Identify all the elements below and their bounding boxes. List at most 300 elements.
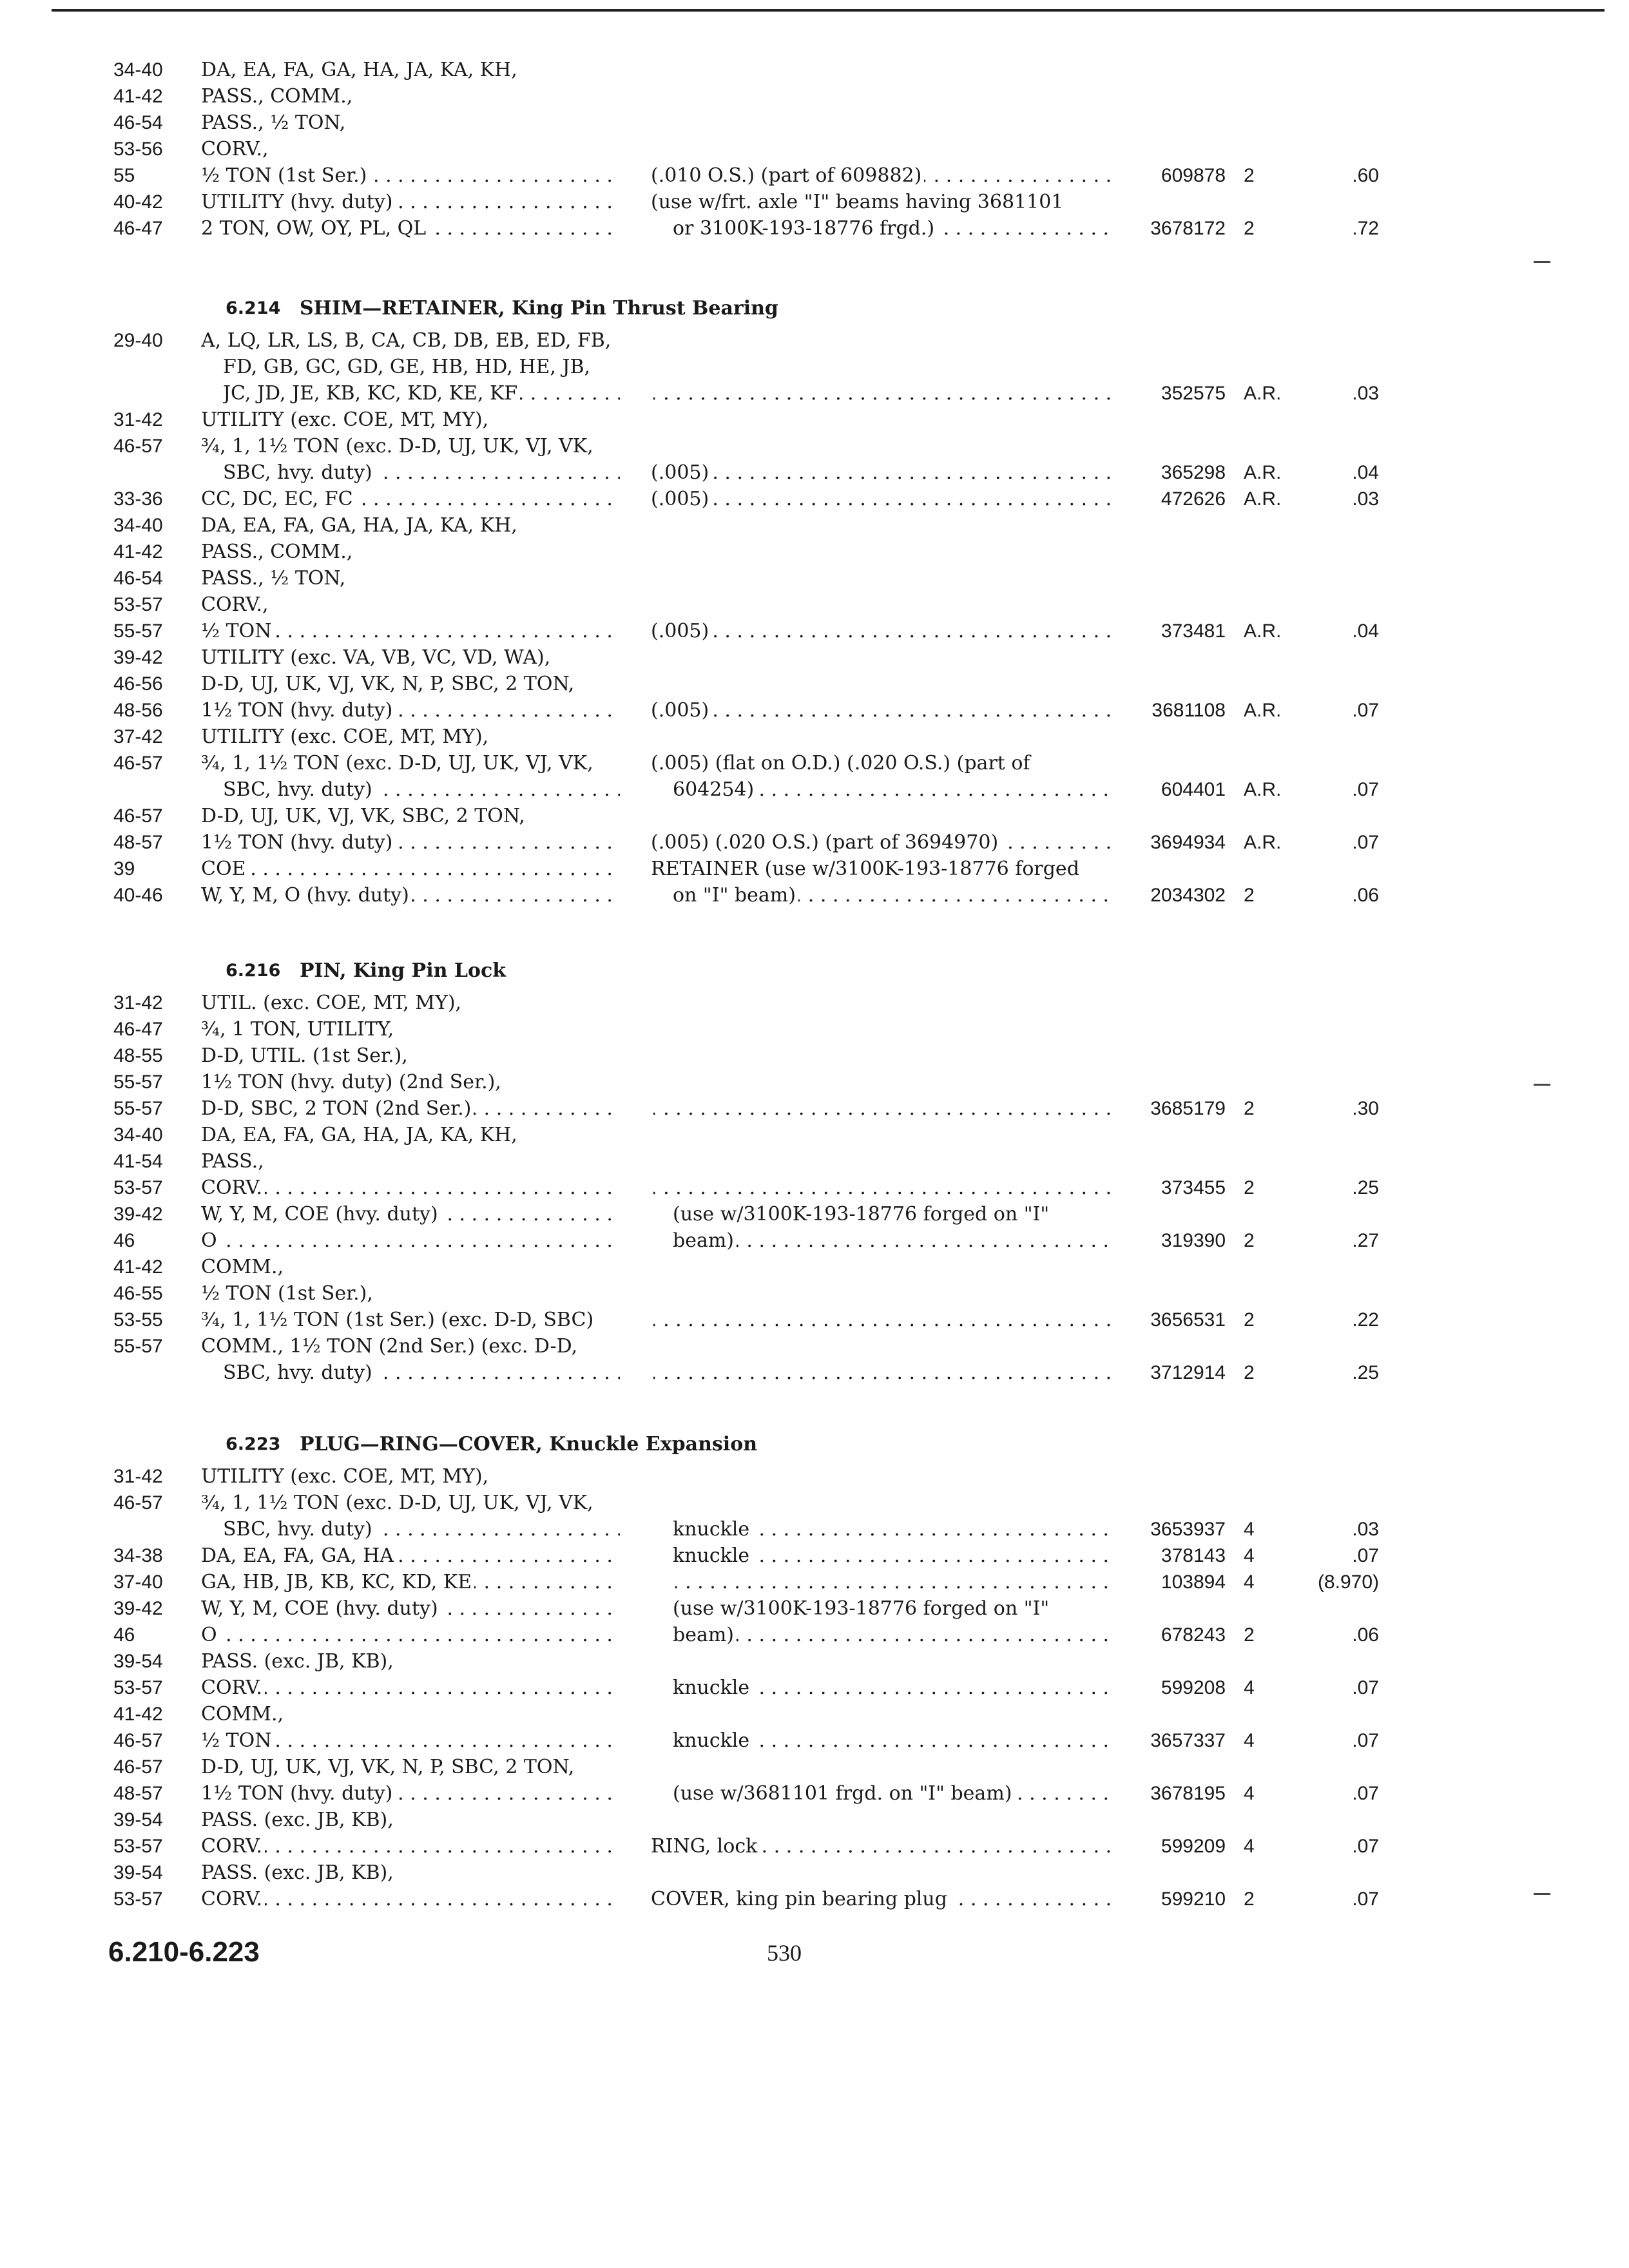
part-remarks [651,1095,1115,1122]
section-title: SHIM—RETAINER, King Pin Thrust Bearing [300,297,778,320]
price: .07 [1352,1783,1379,1804]
model-description [201,162,620,189]
part-remarks [651,1807,1115,1833]
part-row [0,1701,1629,1727]
part-row [0,750,1629,776]
part-remarks-text [651,1124,653,1146]
quantity: 2 [1244,1309,1255,1331]
part-remarks [651,1833,1115,1860]
model-years: 39-54 [113,1862,163,1883]
model-description [201,803,620,829]
part-remarks [651,162,1115,189]
part-row [0,110,1629,136]
part-remarks-text [651,1756,653,1778]
quantity: A.R. [1244,620,1282,642]
model-years: 55 [113,165,135,186]
model-description-text: D-D, SBC, 2 TON (2nd Ser.) [201,1097,474,1120]
section-6-214 [0,290,1629,908]
part-row [0,776,1629,803]
part-remarks-text [651,805,653,827]
part-remarks [673,1542,1115,1569]
model-description [201,433,620,459]
part-row [0,1148,1629,1175]
model-description [201,697,620,724]
part-remarks [651,459,1115,486]
model-description-text: CORV. [201,1888,265,1910]
model-description [201,1307,620,1333]
model-description-text: W, Y, M, O (hvy. duty) [201,884,412,907]
part-number: 604401 [1161,779,1226,800]
quantity: A.R. [1244,383,1282,404]
part-row [0,697,1629,724]
part-row [0,591,1629,618]
part-number: 373481 [1161,620,1226,642]
model-description [201,1175,620,1201]
model-description [223,354,620,380]
quantity: 2 [1244,1362,1255,1383]
model-years: 39-54 [113,1651,163,1672]
part-row [0,644,1629,671]
model-description-text: D-D, UJ, UK, VJ, VK, N, P, SBC, 2 TON, [201,673,577,695]
model-description [201,136,620,162]
part-remarks-text: RING, lock [651,1835,760,1858]
part-row [0,565,1629,591]
model-description-text: GA, HB, JB, KB, KC, KD, KE [201,1571,474,1593]
part-remarks-text [651,992,653,1014]
part-remarks [651,110,1115,136]
part-remarks [651,486,1115,512]
part-remarks [651,856,1115,882]
quantity: 4 [1244,1730,1255,1751]
price: .07 [1352,1836,1379,1857]
part-row [0,1516,1629,1542]
section-heading [0,290,1629,327]
quantity: A.R. [1244,832,1282,853]
quantity: 4 [1244,1545,1255,1566]
part-remarks-text [651,138,653,160]
part-remarks [651,1280,1115,1307]
model-years: 41-42 [113,1256,163,1278]
part-number: 3656531 [1150,1309,1226,1331]
part-remarks-text [651,1861,653,1884]
part-remarks [673,1780,1115,1807]
part-remarks-text: on "I" beam) [673,884,798,907]
top-rule [52,9,1605,12]
part-row [0,724,1629,750]
model-years: 53-57 [113,1836,163,1857]
model-description-text: 1½ TON (hvy. duty) [201,831,395,854]
model-description [201,1280,620,1307]
part-remarks-text: (.005) [651,699,711,722]
part-remarks-text: COVER, king pin bearing plug [651,1888,950,1910]
model-description-text: 1½ TON (hvy. duty) [201,699,395,722]
margin-mark [1534,1084,1550,1086]
model-years: 46 [113,1230,135,1251]
quantity: 2 [1244,885,1255,906]
part-remarks-text [651,356,653,378]
price: .25 [1352,1177,1379,1198]
model-years: 48-55 [113,1045,163,1066]
model-description [201,215,620,242]
price: .07 [1352,779,1379,800]
model-description-text: ½ TON [201,1729,274,1752]
model-description [223,1360,620,1386]
section-heading [0,1426,1629,1463]
model-years: 39-42 [113,647,163,668]
model-description-text: PASS., COMM., [201,85,355,108]
part-remarks-text: (use w/3100K-193-18776 forged on "I" [673,1203,1052,1225]
model-description [201,1622,620,1648]
model-description-text: PASS. (exc. JB, KB), [201,1650,396,1673]
part-row [0,1648,1629,1675]
part-row [0,882,1629,908]
model-description-text: UTIL. (exc. COE, MT, MY), [201,992,464,1014]
model-description-text: SBC, hvy. duty) [223,461,375,484]
model-description [201,1727,620,1754]
part-remarks-text [651,1809,653,1831]
model-description [201,1227,620,1254]
model-years: 46-57 [113,1492,163,1514]
price: .72 [1352,218,1379,239]
model-description-text: DA, EA, FA, GA, HA [201,1544,396,1567]
model-description [201,1860,620,1886]
model-description [201,1675,620,1701]
model-years: 39-54 [113,1809,163,1831]
model-years: 55-57 [113,1072,163,1093]
part-number: 599209 [1161,1836,1226,1857]
model-description-text: PASS., ½ TON, [201,111,348,134]
part-remarks [651,803,1115,829]
part-remarks [651,136,1115,162]
model-years: 55-57 [113,620,163,642]
part-remarks [651,644,1115,671]
part-number: 365298 [1161,462,1226,483]
model-description [201,486,620,512]
price: .07 [1352,1677,1379,1698]
model-description [201,83,620,110]
part-remarks [651,57,1115,83]
part-number: 472626 [1161,488,1226,510]
model-years: 48-57 [113,832,163,853]
part-row [0,1280,1629,1307]
part-remarks-text [651,1177,653,1199]
model-description-text: COMM., 1½ TON (2nd Ser.) (exc. D-D, [201,1335,580,1358]
margin-mark [1534,1893,1550,1895]
model-description [201,1122,620,1148]
part-remarks-text [651,673,653,695]
model-description-text: O [201,1229,220,1252]
model-description-text: PASS., COMM., [201,541,355,563]
model-description-text: DA, EA, FA, GA, HA, JA, KA, KH, [201,1124,520,1146]
part-row [0,433,1629,459]
part-remarks-text [651,646,653,669]
part-remarks-text [651,593,653,616]
model-description [201,1569,620,1595]
model-description-text: PASS. (exc. JB, KB), [201,1861,396,1884]
part-remarks-text [651,1150,653,1173]
part-remarks-text: beam) [673,1229,737,1252]
model-description-text: CORV., [201,593,271,616]
model-description [201,618,620,644]
part-remarks [651,512,1115,539]
model-description-text: JC, JD, JE, KB, KC, KD, KE, KF [223,382,520,405]
model-description-text: ¾, 1, 1½ TON (exc. D-D, UJ, UK, VJ, VK, [201,752,596,774]
part-remarks-text: RETAINER (use w/3100K-193-18776 forged [651,858,1082,880]
part-row [0,1569,1629,1595]
model-description [201,1595,620,1622]
part-remarks [651,1360,1115,1386]
part-remarks [673,1595,1115,1622]
footer-page-number: 530 [767,1940,802,1966]
part-row [0,1727,1629,1754]
part-remarks-text: (.005) [651,620,711,642]
model-description-text: ½ TON [201,620,274,642]
model-description [201,565,620,591]
model-years: 39-42 [113,1598,163,1619]
price: .60 [1352,165,1379,186]
model-years: 34-40 [113,59,163,81]
part-remarks [651,1648,1115,1675]
part-row [0,671,1629,697]
part-row [0,1069,1629,1095]
model-description-text: UTILITY (exc. COE, MT, MY), [201,1465,491,1488]
model-description [201,1833,620,1860]
part-row [0,1360,1629,1386]
part-remarks [651,1175,1115,1201]
part-remarks [673,882,1115,908]
model-description-text: 2 TON, OW, OY, PL, QL [201,217,429,240]
model-description-text: PASS. (exc. JB, KB), [201,1809,396,1831]
model-description-text: COMM., [201,1256,286,1278]
margin-mark [1534,261,1550,263]
part-number: 3657337 [1150,1730,1226,1751]
model-years: 55-57 [113,1336,163,1357]
model-description [201,1463,620,1490]
section-6-216 [0,952,1629,1386]
model-description [201,1886,620,1912]
model-description [201,750,620,776]
part-remarks-text [651,1071,653,1093]
model-description [201,1807,620,1833]
price: .04 [1352,462,1379,483]
part-row [0,1595,1629,1622]
part-row [0,1860,1629,1886]
part-remarks-text [651,1097,653,1120]
part-row [0,459,1629,486]
model-years: 37-40 [113,1571,163,1593]
model-years: 46-47 [113,218,163,239]
model-description-text: W, Y, M, COE (hvy. duty) [201,1597,441,1620]
part-remarks-text [651,408,653,431]
model-years: 53-57 [113,1888,163,1910]
part-remarks [651,189,1115,215]
part-remarks [673,1675,1115,1701]
price: .07 [1352,1545,1379,1566]
model-description [201,882,620,908]
part-remarks [673,1569,1115,1595]
quantity: 2 [1244,218,1255,239]
section-continued [0,57,1629,242]
section-number: 6.223 [226,1434,281,1454]
model-description [201,1754,620,1780]
part-number: 599210 [1161,1888,1226,1910]
model-description-text: UTILITY (exc. VA, VB, VC, VD, WA), [201,646,553,669]
model-description [201,724,620,750]
part-remarks [651,591,1115,618]
model-description [201,1043,620,1069]
model-description-text: CC, DC, EC, FC [201,488,356,510]
part-remarks [651,750,1115,776]
part-remarks-text [651,567,653,590]
part-number: 3712914 [1150,1362,1226,1383]
quantity: 2 [1244,1177,1255,1198]
model-years: 46-57 [113,1756,163,1778]
part-remarks-text [651,541,653,563]
part-remarks-text [651,111,653,134]
model-description [201,990,620,1016]
model-description [201,1254,620,1280]
quantity: A.R. [1244,462,1282,483]
part-row [0,539,1629,565]
part-remarks-text [651,1335,653,1358]
part-row [0,162,1629,189]
model-description-text: CORV. [201,1177,265,1199]
quantity: 4 [1244,1836,1255,1857]
part-remarks-text: 604254) [673,778,757,801]
part-remarks-text [651,329,653,352]
model-years: 34-40 [113,515,163,536]
model-years: 41-42 [113,1704,163,1725]
price: .07 [1352,1730,1379,1751]
part-remarks [651,724,1115,750]
quantity: 4 [1244,1677,1255,1698]
model-years: 46-57 [113,805,163,827]
part-row [0,1016,1629,1043]
part-row [0,803,1629,829]
model-description [201,189,620,215]
model-description [201,1542,620,1569]
part-number: 2034302 [1150,885,1226,906]
part-row [0,1254,1629,1280]
part-row [0,1833,1629,1860]
model-description-text: A, LQ, LR, LS, B, CA, CB, DB, EB, ED, FB, [201,329,613,352]
model-description [201,1016,620,1043]
part-remarks [651,433,1115,459]
part-row [0,1307,1629,1333]
model-years: 31-42 [113,992,163,1014]
quantity: A.R. [1244,700,1282,721]
model-years: 31-42 [113,1466,163,1487]
model-years: 46-54 [113,568,163,589]
part-remarks-text: (.005) [651,488,711,510]
section-heading [0,952,1629,990]
quantity: 2 [1244,165,1255,186]
part-remarks [651,1254,1115,1280]
model-description [201,856,620,882]
model-description-text: SBC, hvy. duty) [223,1518,375,1541]
model-years: 55-57 [113,1098,163,1119]
part-number: 319390 [1161,1230,1226,1251]
model-years: 39 [113,858,135,879]
part-row [0,1675,1629,1701]
model-description [223,776,620,803]
part-remarks-text [651,1309,653,1331]
model-description [201,1148,620,1175]
quantity: 4 [1244,1519,1255,1540]
part-remarks [651,327,1115,354]
part-remarks [651,83,1115,110]
model-description-text: DA, EA, FA, GA, HA, JA, KA, KH, [201,59,520,81]
part-row [0,136,1629,162]
model-description [201,327,620,354]
price: (8.970) [1317,1571,1379,1593]
part-remarks [651,1122,1115,1148]
part-row [0,215,1629,242]
part-number: 599208 [1161,1677,1226,1698]
part-row [0,618,1629,644]
part-remarks [651,1333,1115,1360]
part-remarks-text: knuckle [673,1729,752,1752]
quantity: 2 [1244,1624,1255,1646]
part-remarks-text [651,382,653,405]
model-description-text: UTILITY (exc. COE, MT, MY), [201,408,491,431]
model-description-text: ¾, 1, 1½ TON (exc. D-D, UJ, UK, VJ, VK, [201,435,596,457]
part-row [0,1490,1629,1516]
model-years: 46-47 [113,1019,163,1040]
model-description-text: O [201,1624,220,1646]
section-number: 6.216 [226,961,281,981]
model-description [201,539,620,565]
part-remarks [651,1069,1115,1095]
model-description-text: D-D, UJ, UK, VJ, VK, SBC, 2 TON, [201,805,528,827]
model-years: 39-42 [113,1204,163,1225]
model-description-text: UTILITY (exc. COE, MT, MY), [201,726,491,748]
part-remarks [651,671,1115,697]
part-row [0,486,1629,512]
model-description-text: CORV. [201,1677,265,1699]
part-number: 609878 [1161,165,1226,186]
model-description-text: ½ TON (1st Ser.) [201,164,369,187]
part-row [0,990,1629,1016]
model-description-text: FD, GB, GC, GD, GE, HB, HD, HE, JB, [223,356,593,378]
part-remarks [651,1754,1115,1780]
section-6-223 [0,1426,1629,1912]
model-years: 53-57 [113,1177,163,1198]
part-row [0,1622,1629,1648]
footer-section-range: 6.210-6.223 [108,1936,260,1968]
quantity: 2 [1244,1888,1255,1910]
model-years: 33-36 [113,488,163,510]
part-row [0,1807,1629,1833]
part-row [0,1122,1629,1148]
part-remarks-text [651,1018,653,1041]
model-description-text: UTILITY (hvy. duty) [201,191,396,213]
model-years: 48-57 [113,1783,163,1804]
model-years: 46-54 [113,112,163,133]
model-description [201,1780,620,1807]
section-title: PLUG—RING—COVER, Knuckle Expansion [300,1433,758,1456]
part-remarks [651,990,1115,1016]
part-row [0,1542,1629,1569]
part-remarks-text [651,59,653,81]
part-remarks-text: (.005) (flat on O.D.) (.020 O.S.) (part of [651,752,1033,774]
model-description-text: COE [201,858,248,880]
model-description-text: CORV., [201,138,271,160]
model-description-text: DA, EA, FA, GA, HA, JA, KA, KH, [201,514,520,537]
part-remarks [651,1490,1115,1516]
part-remarks-text [673,1571,675,1593]
price: .07 [1352,700,1379,721]
